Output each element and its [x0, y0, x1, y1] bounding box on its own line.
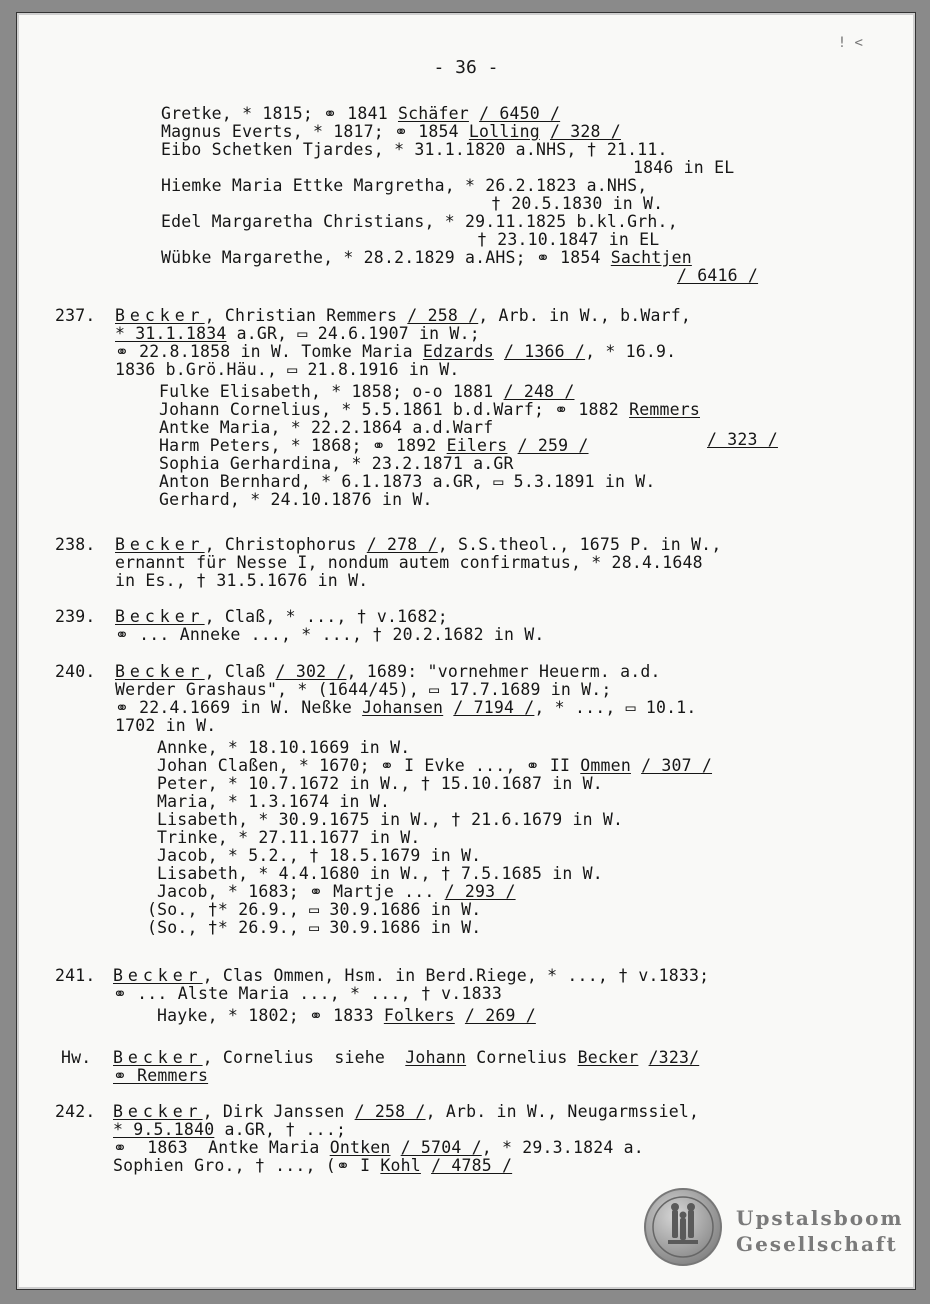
text-segment [631, 756, 641, 775]
text-line [113, 1067, 208, 1085]
text-line [491, 195, 663, 213]
entry-number-237: 237. [55, 306, 96, 325]
underlined-text: /323/ [648, 1048, 700, 1067]
underlined-text: Folkers [383, 1006, 455, 1025]
document-page [16, 12, 916, 1290]
text-line [113, 1103, 699, 1121]
text-segment: , Cornelius siehe [202, 1048, 406, 1067]
text-segment: , Christophorus [204, 535, 367, 554]
underlined-text: * 31.1.1834 [115, 324, 227, 343]
text-segment: Anton Bernhard, * 6.1.1873 a.GR, ▭ 5.3.1891 in W. [159, 472, 656, 491]
underlined-text: / 258 / [407, 306, 479, 325]
text-segment: , 1689: "vornehmer Heuerm. a.d. [346, 662, 661, 681]
text-line [159, 473, 656, 491]
text-segment: Werder Grashaus", * (1644/45), ▭ 17.7.1689 in W.; [115, 680, 612, 699]
underlined-text: / 259 / [517, 436, 589, 455]
text-segment: † 20.5.1830 in W. [491, 194, 664, 213]
text-line [161, 141, 668, 159]
text-segment: Annke, * 18.10.1669 in W. [157, 738, 411, 757]
entry-number-238: 238. [55, 535, 96, 554]
underlined-text: / 248 / [503, 382, 575, 401]
entry-number-240: 240. [55, 662, 96, 681]
underlined-text: Kohl [380, 1156, 421, 1175]
text-segment: Peter, * 10.7.1672 in W., † 15.10.1687 in W. [157, 774, 603, 793]
text-segment: Fulke Elisabeth, * 1858; o-o 1881 [159, 382, 504, 401]
text-segment: (So., †* 26.9., ▭ 30.9.1686 in W. [147, 918, 482, 937]
text-segment: , * 16.9. [585, 342, 677, 361]
text-segment: , Claß [204, 662, 276, 681]
text-line [159, 401, 700, 419]
text-segment [443, 698, 453, 717]
text-line [115, 325, 480, 343]
text-line [161, 213, 678, 231]
text-line [157, 847, 481, 865]
logo-line-2: Gesellschaft [736, 1232, 898, 1256]
text-segment: ⚭ ... Alste Maria ..., * ..., † v.1833 [113, 984, 502, 1003]
text-segment: Harm Peters, * 1868; ⚭ 1892 [159, 436, 447, 455]
text-line [115, 681, 612, 699]
text-line [115, 554, 703, 572]
text-segment [391, 1138, 401, 1157]
underlined-text: / 5704 / [400, 1138, 482, 1157]
text-line [115, 699, 697, 717]
text-segment: Hayke, * 1802; ⚭ 1833 [157, 1006, 384, 1025]
text-line [157, 829, 420, 847]
text-line [115, 626, 545, 644]
text-segment: 1846 in EL [633, 158, 735, 177]
text-line [157, 739, 410, 757]
text-line [113, 1157, 512, 1175]
underlined-text: Johann [405, 1048, 467, 1067]
text-segment: Lisabeth, * 30.9.1675 in W., † 21.6.1679 in W. [157, 810, 624, 829]
text-segment: , * ..., ▭ 10.1. [534, 698, 697, 717]
underlined-text: Becker [115, 306, 205, 325]
text-line [161, 177, 647, 195]
text-segment: † 23.10.1847 in EL [477, 230, 660, 249]
underlined-text: / 1366 / [504, 342, 586, 361]
text-line [159, 383, 575, 401]
underlined-text: Becker [113, 966, 203, 985]
text-line [157, 883, 516, 901]
text-line [159, 491, 433, 509]
text-segment: Jacob, * 1683; ⚭ Martje ... [157, 882, 445, 901]
text-line [113, 1121, 346, 1139]
text-segment: ernannt für Nesse I, nondum autem confirmatus, * 28.4.1648 [115, 553, 703, 572]
entry-number-241: 241. [55, 966, 96, 985]
text-segment: Antke Maria, * 22.2.1864 a.d.Warf [159, 418, 494, 437]
underlined-text: Ontken [329, 1138, 391, 1157]
logo-line-1: Upstalsboom [736, 1206, 904, 1230]
text-segment: ⚭ 22.4.1669 in W. Neßke [115, 698, 363, 717]
text-line [115, 717, 216, 735]
text-line [159, 437, 589, 455]
text-segment [494, 342, 504, 361]
underlined-text: / 302 / [275, 662, 347, 681]
text-line [157, 757, 712, 775]
underlined-text: Becker [115, 662, 205, 681]
underlined-text: / 4785 / [431, 1156, 513, 1175]
text-line [161, 105, 560, 123]
text-segment: Wübke Margarethe, * 28.2.1829 a.AHS; ⚭ 1854 [161, 248, 611, 267]
text-segment [421, 1156, 431, 1175]
text-segment: , Clas Ommen, Hsm. in Berd.Riege, * ..., † v.1833; [202, 966, 710, 985]
text-segment: Gretke, * 1815; ⚭ 1841 [161, 104, 398, 123]
underlined-text: / 6416 / [677, 266, 759, 285]
text-line [477, 231, 659, 249]
underlined-text: Becker [115, 607, 205, 626]
text-segment: Maria, * 1.3.1674 in W. [157, 792, 391, 811]
text-segment: Hiemke Maria Ettke Margretha, * 26.2.1823 a.NHS, [161, 176, 648, 195]
text-segment: Trinke, * 27.11.1677 in W. [157, 828, 421, 847]
underlined-text: Remmers [629, 400, 700, 419]
underlined-text: Eilers [446, 436, 508, 455]
text-line [157, 865, 603, 883]
underlined-text: Johansen [362, 698, 444, 717]
text-segment: ⚭ ... Anneke ..., * ..., † 20.2.1682 in W. [115, 625, 545, 644]
underlined-text: / 6450 / [479, 104, 561, 123]
entry-number-hw: Hw. [61, 1048, 92, 1067]
underlined-text: Becker [113, 1048, 203, 1067]
text-line [147, 901, 481, 919]
text-segment: 1836 b.Grö.Häu., ▭ 21.8.1916 in W. [115, 360, 460, 379]
text-segment: , Dirk Janssen [202, 1102, 355, 1121]
text-segment: Lisabeth, * 4.4.1680 in W., † 7.5.1685 in W. [157, 864, 603, 883]
upstalsboom-logo [644, 1188, 904, 1268]
text-line [147, 919, 481, 937]
entry-number-239: 239. [55, 607, 96, 626]
text-line [115, 343, 676, 361]
underlined-text: / 7194 / [453, 698, 535, 717]
text-segment: , Claß, * ..., † v.1682; [204, 607, 448, 626]
underlined-text: Edzards [422, 342, 494, 361]
text-segment [507, 436, 517, 455]
text-segment: , Christian Remmers [204, 306, 408, 325]
text-segment: Edel Margaretha Christians, * 29.11.1825 b.kl.Grh., [161, 212, 678, 231]
underlined-text: / 278 / [366, 535, 438, 554]
text-segment: , * 29.3.1824 a. [481, 1138, 644, 1157]
text-line [677, 267, 758, 285]
text-line [161, 123, 621, 141]
underlined-text: ⚭ Remmers [113, 1066, 209, 1085]
text-line [157, 793, 390, 811]
text-line [113, 1049, 699, 1067]
text-line [115, 361, 460, 379]
text-segment: Cornelius [466, 1048, 578, 1067]
text-segment: 1702 in W. [115, 716, 217, 735]
medal-icon [644, 1188, 722, 1266]
text-line [115, 572, 368, 590]
text-segment: Jacob, * 5.2., † 18.5.1679 in W. [157, 846, 482, 865]
text-segment [540, 122, 550, 141]
underlined-text: / 328 / [550, 122, 621, 141]
text-line [159, 455, 514, 473]
page-number: - 36 - [433, 57, 499, 78]
text-segment [469, 104, 479, 123]
text-segment: Magnus Everts, * 1817; ⚭ 1854 [161, 122, 469, 141]
text-segment: in Es., † 31.5.1676 in W. [115, 571, 369, 590]
text-line [159, 419, 493, 437]
text-segment: Sophia Gerhardina, * 23.2.1871 a.GR [159, 454, 514, 473]
text-line [161, 249, 692, 267]
underlined-text: / 269 / [464, 1006, 536, 1025]
underlined-text: Becker [113, 1102, 203, 1121]
underlined-text: Lolling [468, 122, 540, 141]
text-line [115, 536, 721, 554]
underlined-text: / 258 / [354, 1102, 426, 1121]
text-line [157, 1007, 536, 1025]
text-segment: ⚭ 22.8.1858 in W. Tomke Maria [115, 342, 423, 361]
text-line [115, 663, 661, 681]
text-segment: a.GR, † ...; [214, 1120, 347, 1139]
underlined-text: Schäfer [397, 104, 469, 123]
text-segment: , Arb. in W., b.Warf, [478, 306, 692, 325]
underlined-text: Ommen [580, 756, 631, 775]
text-segment [455, 1006, 465, 1025]
text-segment: Sophien Gro., † ..., (⚭ I [113, 1156, 381, 1175]
text-line [115, 608, 448, 626]
text-line [113, 985, 502, 1003]
entry-number-242: 242. [55, 1102, 96, 1121]
text-line [157, 811, 623, 829]
underlined-text: * 9.5.1840 [113, 1120, 215, 1139]
underlined-text: Sachtjen [610, 248, 692, 267]
text-segment: Johan Claßen, * 1670; ⚭ I Evke ..., ⚭ II [157, 756, 581, 775]
underlined-text: Becker [115, 535, 205, 554]
text-segment: Eibo Schetken Tjardes, * 31.1.1820 a.NHS, † 21.11. [161, 140, 668, 159]
text-line [115, 307, 691, 325]
text-line [113, 1139, 644, 1157]
text-segment: , Arb. in W., Neugarmssiel, [425, 1102, 700, 1121]
underlined-text: / 293 / [444, 882, 516, 901]
text-segment: a.GR, ▭ 24.6.1907 in W.; [226, 324, 480, 343]
text-line [113, 967, 709, 985]
text-segment: ⚭ 1863 Antke Maria [113, 1138, 330, 1157]
text-segment [638, 1048, 648, 1067]
corner-mark: ! < [837, 35, 863, 51]
text-segment: Johann Cornelius, * 5.5.1861 b.d.Warf; ⚭ 1882 [159, 400, 630, 419]
text-segment: Gerhard, * 24.10.1876 in W. [159, 490, 433, 509]
text-line [633, 159, 734, 177]
underlined-text: / 307 / [641, 756, 713, 775]
text-line [157, 775, 603, 793]
text-segment: (So., †* 26.9., ▭ 30.9.1686 in W. [147, 900, 482, 919]
text-segment: , S.S.theol., 1675 P. in W., [437, 535, 722, 554]
remmers-ref: / 323 / [707, 430, 778, 449]
underlined-text: Becker [577, 1048, 639, 1067]
